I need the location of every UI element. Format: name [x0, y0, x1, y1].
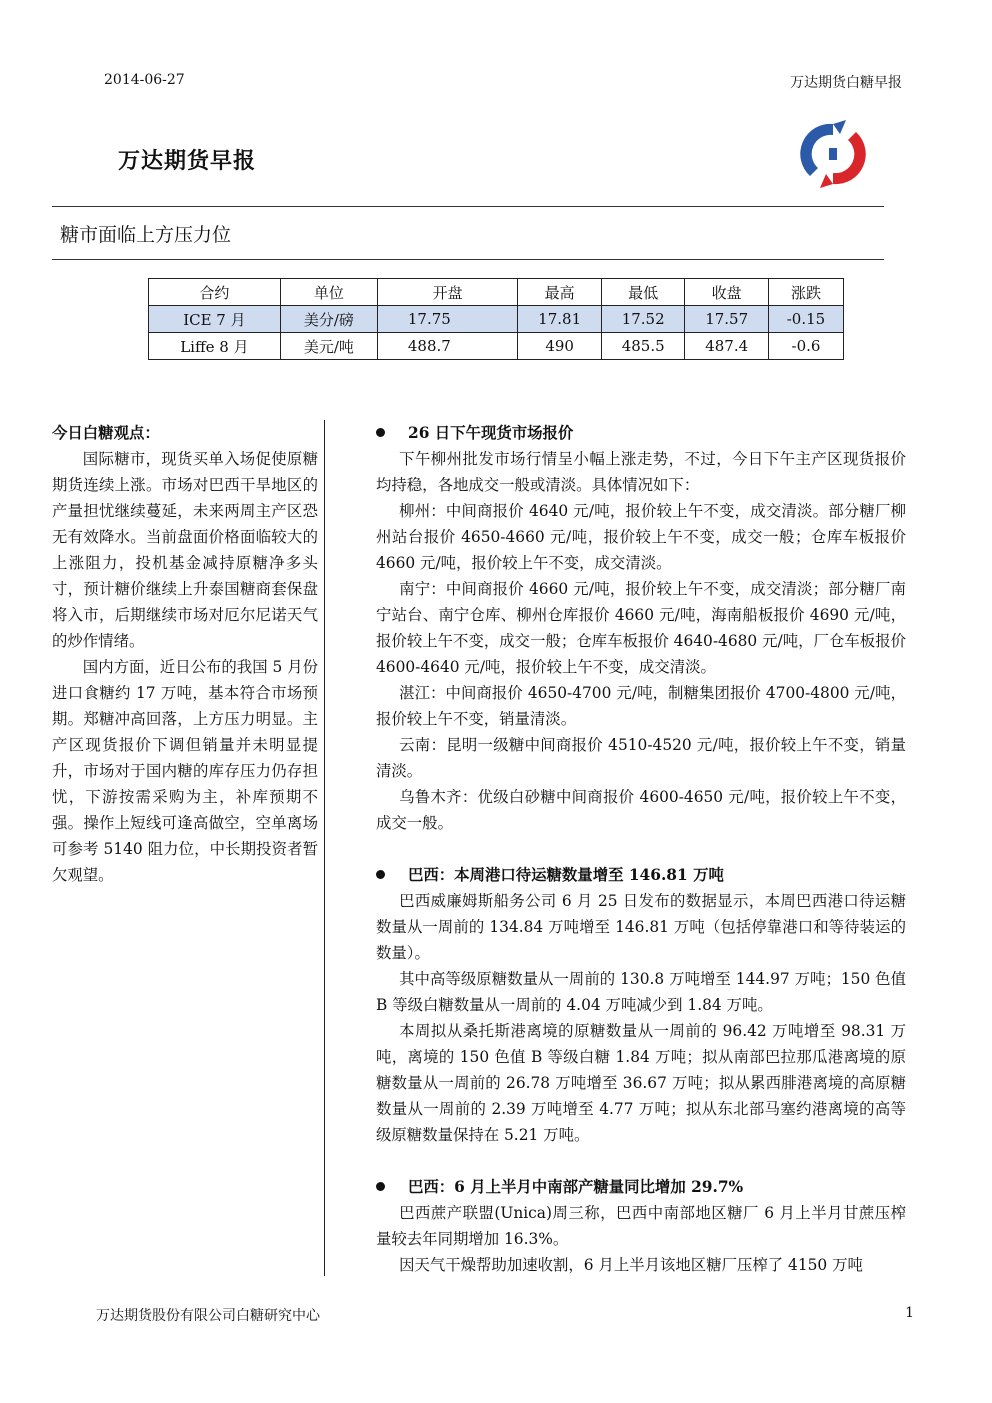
news-paragraph: 因天气干燥帮助加速收割，6 月上半月该地区糖厂压榨了 4150 万吨 [399, 1256, 863, 1274]
table-cell: 488.7 [377, 333, 518, 360]
news-section [376, 862, 906, 1148]
news-paragraph: 巴西威廉姆斯船务公司 6 月 25 日发布的数据显示，本周巴西港口待运糖数量从一周前的 134.84 万吨增至 146.81 万吨（包括停靠港口和等待装运的数量）。 [376, 892, 906, 962]
outlook-heading: 今日白糖观点： [52, 424, 160, 442]
wanda-logo [796, 118, 870, 190]
table-cell: -0.6 [768, 333, 843, 360]
col-header: 收盘 [685, 279, 769, 306]
column-divider [324, 420, 325, 1276]
table-row [149, 333, 844, 360]
page-number: 1 [905, 1305, 914, 1321]
outlook-paragraph: 国内方面，近日公布的我国 5 月份进口食糖约 17 万吨，基本符合市场预期。郑糖冲高回落，上方压力明显。主产区现货报价下调但销量并未明显提升，市场对于国内糖的库存压力仍存担忧，下游按需采购为主，补库预期不强。操作上短线可逢高做空，空单离场可参考 5140 阻力位，中长期投资者暂欠观望。 [52, 658, 318, 884]
col-header: 涨跌 [768, 279, 843, 306]
header-rule [52, 206, 884, 207]
news-paragraph: 下午柳州批发市场行情呈小幅上涨走势，不过，今日下午主产区现货报价均持稳，各地成交一般或清淡。具体情况如下： [376, 450, 906, 494]
table-cell: 17.81 [518, 306, 602, 333]
section-heading-text: 26 日下午现货市场报价 [408, 424, 574, 442]
bullet-icon [376, 870, 385, 879]
col-header: 合约 [149, 279, 281, 306]
table-cell: ICE 7 月 [149, 306, 281, 333]
news-paragraph: 南宁：中间商报价 4660 元/吨，报价较上午不变，成交清淡；部分糖厂南宁站台、南宁仓库、柳州仓库报价 4660 元/吨，海南船板报价 4690 元/吨，报价较上午不变，成交一般；仓库车板报价 4640-4680 元/吨，厂仓车板报价 4600-4640 元/吨，报价较上午不变，成交清淡。 [376, 580, 906, 676]
news-section [376, 1174, 906, 1278]
subtitle: 糖市面临上方压力位 [60, 224, 232, 246]
table-cell: 美分/磅 [280, 306, 377, 333]
outlook-paragraph: 国际糖市，现货买单入场促使原糖期货连续上涨。市场对巴西干旱地区的产量担忧继续蔓延，未来两周主产区恐无有效降水。当前盘面价格面临较大的上涨阻力，投机基金减持原糖净多头寸，预计糖价继续上升泰国糖商套保盘将入市，后期继续市场对厄尔尼诺天气的炒作情绪。 [52, 450, 318, 650]
table-cell: Liffe 8 月 [149, 333, 281, 360]
news-paragraph: 乌鲁木齐：优级白砂糖中间商报价 4600-4650 元/吨，报价较上午不变，成交一般。 [376, 788, 906, 832]
section-heading-text: 巴西：6 月上半月中南部产糖量同比增加 29.7% [408, 1178, 744, 1196]
quote-table-header [149, 279, 844, 306]
news-paragraph: 柳州：中间商报价 4640 元/吨，报价较上午不变，成交清淡。部分糖厂柳州站台报价 4650-4660 元/吨，报价较上午不变，成交一般；仓库车板报价 4660 元/吨，报价较上午不变，成交清淡。 [376, 502, 906, 572]
table-row [149, 306, 844, 333]
news-section [376, 420, 906, 836]
section-heading-text: 巴西：本周港口待运糖数量增至 146.81 万吨 [408, 866, 724, 884]
bullet-icon [376, 428, 385, 437]
news-paragraph: 巴西蔗产联盟(Unica)周三称，巴西中南部地区糖厂 6 月上半月甘蔗压榨量较去年同期增加 16.3%。 [376, 1204, 906, 1248]
page-title: 万达期货早报 [118, 148, 257, 174]
table-cell: 17.57 [685, 306, 769, 333]
section-heading [376, 420, 906, 446]
news-column [376, 420, 906, 1304]
quote-table [148, 278, 844, 360]
section-heading [376, 1174, 906, 1200]
news-paragraph: 本周拟从桑托斯港离境的原糖数量从一周前的 96.42 万吨增至 98.31 万吨，离境的 150 色值 B 等级白糖 1.84 万吨；拟从南部巴拉那瓜港离境的原糖数量从一周前的 26.78 万吨增至 36.67 万吨；拟从累西腓港离境的高原糖数量从一周前的 2.39 万吨增至 4.77 万吨；拟从东北部马塞约港离境的高等级原糖数量保持在 5.21 万吨。 [376, 1022, 906, 1144]
news-paragraph: 云南：昆明一级糖中间商报价 4510-4520 元/吨，报价较上午不变，销量清淡。 [376, 736, 906, 780]
table-cell: 487.4 [685, 333, 769, 360]
col-header: 最高 [518, 279, 602, 306]
table-cell: 17.75 [377, 306, 518, 333]
table-cell: -0.15 [768, 306, 843, 333]
col-header: 单位 [280, 279, 377, 306]
table-cell: 485.5 [601, 333, 685, 360]
outlook-column [52, 420, 318, 888]
section-heading [376, 862, 906, 888]
news-paragraph: 其中高等级原糖数量从一周前的 130.8 万吨增至 144.97 万吨；150 色值 B 等级白糖数量从一周前的 4.04 万吨减少到 1.84 万吨。 [376, 970, 906, 1014]
report-date: 2014-06-27 [104, 72, 185, 88]
news-paragraph: 湛江：中间商报价 4650-4700 元/吨，制糖集团报价 4700-4800 元/吨，报价较上午不变，销量清淡。 [376, 684, 906, 728]
table-cell: 美元/吨 [280, 333, 377, 360]
col-header: 开盘 [377, 279, 518, 306]
footer-org: 万达期货股份有限公司白糖研究中心 [96, 1308, 320, 1324]
subtitle-rule [52, 259, 884, 260]
col-header: 最低 [601, 279, 685, 306]
table-cell: 17.52 [601, 306, 685, 333]
table-cell: 490 [518, 333, 602, 360]
bullet-icon [376, 1182, 385, 1191]
report-name: 万达期货白糖早报 [790, 75, 902, 91]
